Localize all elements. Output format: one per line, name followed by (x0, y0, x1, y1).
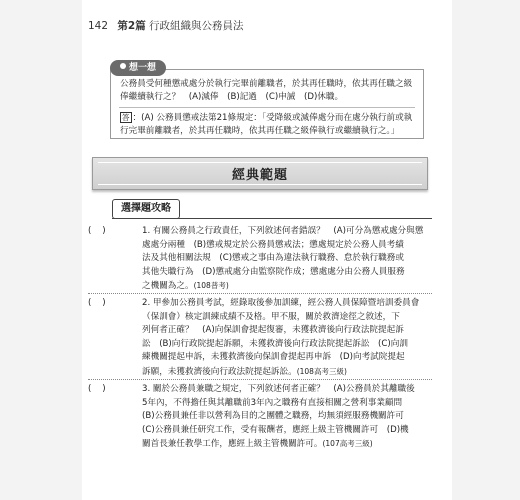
think-answer-text: ：(A) 公務員懲戒法第21條規定：「受降級或減俸處分而在處分執行前或執 行完畢前離職者，於其再任職時，依其再任職之級俸執行或繼續執行之。」 (120, 113, 413, 136)
question-text (142, 225, 424, 294)
question-body: 2. 甲參加公務員考試，經錄取後參加訓練，經公務人員保障暨培訓委員會 （保訓會）核定訓練成績不及格。甲不服，關於救濟途徑之敘述，下 列何者正確？ (A)向保訓會提起復審，未獲救濟後向行政法院提起訴 訟 (B)向行政院提起訴願，未獲救濟後向行政法院提起訴訟 (C)向訓 練機關提起申訴，未獲救濟後向保訓會提起再申訴 (D)向考試院提起 訴願，未獲救濟後向行政法院提起訴訟。 (142, 298, 420, 377)
question-source: (108普考) (193, 281, 229, 291)
question-body: 1. 有關公務員之行政責任，下列敘述何者錯誤？ (A)可分為懲戒處分與懲 處處分兩種 (B)懲戒規定於公務員懲戒法；懲處規定於公務人員考績 法及其他相關法規 (C)懲戒之事由為違法執行職務、怠於執行職務或 其他失職行為 (D)懲戒處分由監察院作成；懲處處分由公務人員服務 之機關為之。 (142, 226, 424, 292)
question-separator (88, 293, 432, 294)
strategy-label: 選擇題攻略 (112, 199, 180, 219)
answer-mark: 答 (122, 113, 130, 122)
answer-blank: ( ) (88, 226, 106, 236)
think-divider (119, 107, 415, 108)
question-separator (88, 379, 432, 380)
page-number: 142 (88, 20, 109, 32)
think-tag-label: 想一想 (128, 63, 156, 73)
think-answer (120, 112, 416, 138)
question-source: (107高考三級) (322, 439, 373, 449)
question-text (142, 297, 424, 380)
bullet-icon (120, 63, 126, 69)
question-text (142, 383, 424, 452)
think-tag (110, 60, 166, 76)
chapter-title: 行政組織與公務員法 (149, 20, 244, 32)
answer-blank: ( ) (88, 384, 106, 394)
think-question: 公務員受何種懲戒處分於執行完畢前離職者，於其再任職時，依其再任職之級 俸繼續執行之？ (A)減俸 (B)記過 (C)申誡 (D)休職。 (120, 79, 413, 102)
question-body: 3. 關於公務員兼職之規定，下列敘述何者正確？ (A)公務員於其離職後 5年內，不得擔任與其離職前3年內之職務有直接相關之營利事業顧問 (B)公務員兼任非以營利為目的之團體之職務，均無須經服務機關許可 (C)公務員兼任研究工作，受有報酬者，應經上級主管機關許可 (D)機 關首長兼任教學工作，應經上級主管機關許可。 (142, 384, 415, 450)
running-header (88, 18, 244, 33)
section-banner (92, 157, 428, 190)
strategy-underline (112, 218, 432, 219)
think-box (110, 69, 424, 139)
question-source: (108高考三級) (296, 366, 347, 376)
part-label: 第2篇 (117, 20, 146, 32)
banner-title: 經典範題 (231, 168, 288, 183)
answer-blank: ( ) (88, 298, 106, 308)
